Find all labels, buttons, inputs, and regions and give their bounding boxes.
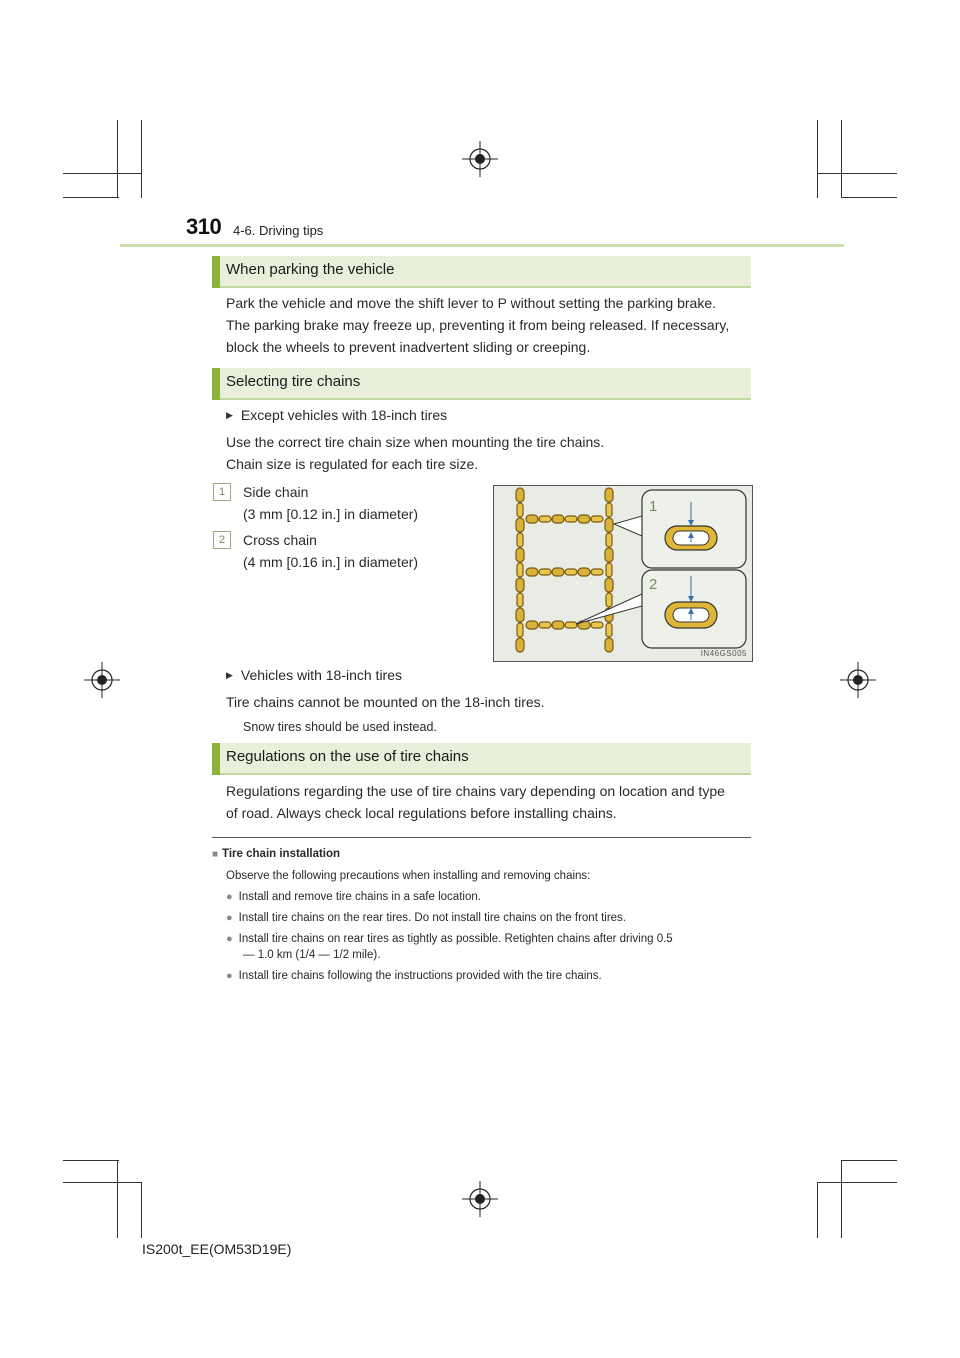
crop-mark bbox=[841, 197, 897, 198]
parking-body bbox=[226, 292, 750, 358]
item-label: Side chain bbox=[243, 484, 309, 500]
section-heading-regulations bbox=[212, 743, 751, 775]
cross-chain-row-1 bbox=[526, 515, 603, 523]
circle-bullet-icon: ● bbox=[226, 970, 233, 982]
body-line: Chain size is regulated for each tire size. bbox=[226, 456, 479, 472]
tire-chain-figure bbox=[493, 485, 753, 662]
except-heading: ▶ Except vehicles with 18-inch tires bbox=[226, 404, 750, 426]
circle-bullet-icon: ● bbox=[226, 912, 233, 924]
section-title: Selecting tire chains bbox=[226, 373, 361, 390]
crop-mark bbox=[841, 1160, 842, 1238]
square-bullet-icon: ■ bbox=[212, 849, 219, 860]
chapter-title: 4-6. Driving tips bbox=[233, 223, 324, 238]
header-rule bbox=[120, 244, 844, 247]
crop-mark bbox=[63, 1160, 119, 1161]
section-accent-bar bbox=[212, 743, 220, 775]
document-code: IS200t_EE(OM53D19E) bbox=[142, 1241, 292, 1257]
side-chain-left bbox=[516, 488, 524, 652]
crop-mark bbox=[141, 1182, 142, 1238]
body-line: Regulations regarding the use of tire chains vary depending on location and type bbox=[226, 783, 725, 799]
crop-mark bbox=[63, 173, 141, 174]
note-item: ● Install and remove tire chains in a safe location. bbox=[226, 891, 481, 903]
cross-chain-row-2 bbox=[526, 568, 603, 576]
item-cross-chain bbox=[243, 529, 483, 573]
figure-callout-1: 1 bbox=[649, 498, 658, 515]
triangle-bullet-icon: ▶ bbox=[226, 670, 233, 680]
crop-mark bbox=[841, 120, 842, 198]
section-heading-selecting bbox=[212, 368, 751, 400]
triangle-bullet-icon: ▶ bbox=[226, 410, 233, 420]
registration-target-icon bbox=[462, 1181, 498, 1217]
section-title: When parking the vehicle bbox=[226, 261, 395, 278]
crop-mark bbox=[817, 1182, 897, 1183]
note-item: ● Install tire chains on rear tires as tightly as possible. Retighten chains after driving 0.5 bbox=[226, 933, 673, 945]
crop-mark bbox=[817, 173, 897, 174]
divider bbox=[212, 837, 751, 838]
circle-bullet-icon: ● bbox=[226, 891, 233, 903]
crop-mark bbox=[841, 1160, 897, 1161]
body-line: Use the correct tire chain size when mounting the tire chains. bbox=[226, 434, 605, 450]
notes-intro: Observe the following precautions when installing and removing chains: bbox=[226, 870, 591, 882]
vehicles18-body: Tire chains cannot be mounted on the 18-inch tires. bbox=[226, 694, 545, 710]
vehicles18-note: Snow tires should be used instead. bbox=[243, 720, 437, 734]
figure-callout-2: 2 bbox=[649, 576, 658, 593]
item-label: Cross chain bbox=[243, 532, 317, 548]
crop-mark bbox=[117, 1160, 118, 1238]
side-chain-right bbox=[605, 488, 613, 652]
registration-target-icon bbox=[840, 662, 876, 698]
crop-mark bbox=[63, 197, 119, 198]
cross-chain-row-3 bbox=[526, 621, 603, 629]
registration-target-icon bbox=[84, 662, 120, 698]
body-line: The parking brake may freeze up, preventing it from being released. If necessary, bbox=[226, 317, 730, 333]
crop-mark bbox=[63, 1182, 141, 1183]
tire-chain-illustration bbox=[494, 486, 752, 661]
regulations-body bbox=[226, 780, 750, 824]
notes-heading: ■ Tire chain installation bbox=[212, 848, 341, 860]
crop-mark bbox=[141, 120, 142, 198]
note-item: ● Install tire chains on the rear tires. Do not install tire chains on the front tires. bbox=[226, 912, 627, 924]
figure-id: IN46GS005 bbox=[700, 649, 747, 658]
body-line: Park the vehicle and move the shift lever to P without setting the parking brake. bbox=[226, 295, 717, 311]
registration-target-icon bbox=[462, 141, 498, 177]
item-number-1: 1 bbox=[213, 483, 231, 501]
item-side-chain bbox=[243, 481, 483, 525]
circle-bullet-icon: ● bbox=[226, 933, 233, 945]
except-body bbox=[226, 431, 750, 475]
body-line: block the wheels to prevent inadvertent sliding or creeping. bbox=[226, 339, 591, 355]
crop-mark bbox=[117, 120, 118, 198]
crop-mark bbox=[817, 120, 818, 198]
vehicles18-heading: ▶ Vehicles with 18-inch tires bbox=[226, 664, 750, 686]
page-number: 310 bbox=[186, 214, 222, 239]
body-line: of road. Always check local regulations before installing chains. bbox=[226, 805, 617, 821]
item-number-2: 2 bbox=[213, 531, 231, 549]
section-title: Regulations on the use of tire chains bbox=[226, 748, 469, 765]
item-detail: (4 mm [0.16 in.] in diameter) bbox=[243, 554, 419, 570]
section-heading-parking bbox=[212, 256, 751, 288]
section-accent-bar bbox=[212, 256, 220, 288]
note-item: ● Install tire chains following the instructions provided with the tire chains. bbox=[226, 970, 602, 982]
note-item-continuation: — 1.0 km (1/4 — 1/2 mile). bbox=[243, 949, 381, 961]
crop-mark bbox=[817, 1182, 818, 1238]
callout-pointer-1 bbox=[614, 516, 642, 536]
section-accent-bar bbox=[212, 368, 220, 400]
item-detail: (3 mm [0.12 in.] in diameter) bbox=[243, 506, 419, 522]
